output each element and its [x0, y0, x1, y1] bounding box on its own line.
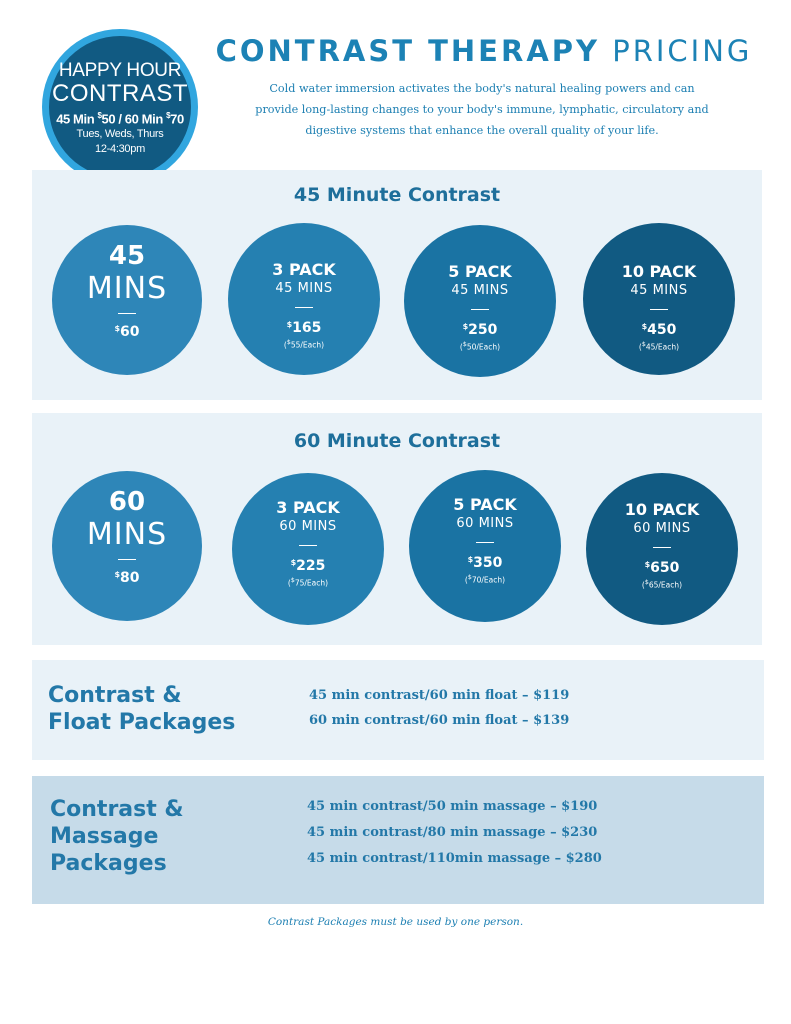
circle-divider	[118, 313, 136, 314]
float-packages-section	[32, 660, 764, 760]
badge-hours: 12-4:30pm	[95, 143, 145, 156]
circle-price: $450	[641, 322, 677, 338]
circle-each-price: ($75/Each)	[287, 577, 329, 588]
float-package-item: 60 min contrast/60 min float – $139	[309, 713, 570, 728]
intro-text: Cold water immersion activates the body's natural healing powers and can provide long-lasting changes to your body's immune, lymphatic, circulatory and digestive systems that enhance the overall quality of your life.	[255, 82, 709, 137]
panel-45-minute	[32, 170, 762, 400]
panel-60-minute	[32, 413, 762, 645]
circle-mins-label: 60 MINS	[633, 521, 691, 536]
circle-mins-label: 45 MINS	[451, 283, 509, 298]
section-title-45: 45 Minute Contrast	[293, 184, 501, 206]
circle-pack-label: 3 PACK	[276, 498, 340, 517]
circle-mins-label: MINS	[86, 271, 168, 306]
circle-each-price: ($45/Each)	[638, 341, 680, 352]
circle-mins-label: 60 MINS	[456, 516, 514, 531]
circle-divider	[299, 545, 317, 546]
circle-each-price: ($70/Each)	[464, 574, 506, 585]
circle-price: $225	[290, 558, 326, 574]
section-title-60: 60 Minute Contrast	[293, 430, 501, 452]
circle-pack-label: 5 PACK	[453, 495, 517, 514]
massage-package-item: 45 min contrast/80 min massage – $230	[307, 825, 598, 840]
circle-60-10pack	[586, 473, 738, 625]
circle-price: $60	[114, 324, 140, 340]
massage-package-item: 45 min contrast/110min massage – $280	[307, 851, 602, 866]
massage-package-item: 45 min contrast/50 min massage – $190	[307, 799, 598, 814]
circle-price: $80	[114, 570, 140, 586]
badge-prices: 45 Min $50 / 60 Min $70	[56, 111, 184, 127]
circle-60-single	[52, 471, 202, 621]
circle-45-single	[52, 225, 202, 375]
float-package-item: 45 min contrast/60 min float – $119	[309, 688, 570, 703]
circle-mins-label: 60 MINS	[279, 519, 337, 534]
circle-pack-label: 3 PACK	[272, 260, 336, 279]
happy-hour-badge-inner	[49, 36, 191, 178]
circle-each-price: ($50/Each)	[459, 341, 501, 352]
circle-45-3pack	[228, 223, 380, 375]
circle-divider	[295, 307, 313, 308]
circle-mins-label: 45 MINS	[630, 283, 688, 298]
massage-packages-section	[32, 776, 764, 904]
circle-price: $250	[462, 322, 498, 338]
footnote: Contrast Packages must be used by one person.	[267, 916, 524, 928]
circle-pack-label: 10 PACK	[624, 500, 700, 519]
badge-days: Tues, Weds, Thurs	[76, 128, 164, 141]
circle-45-10pack	[583, 223, 735, 375]
circle-divider	[118, 559, 136, 560]
circle-price: $350	[467, 555, 503, 571]
circle-60-5pack	[409, 470, 561, 622]
badge-heading: HAPPY HOUR	[58, 60, 182, 81]
circle-divider	[653, 547, 671, 548]
circle-price: $650	[644, 560, 680, 576]
circle-45-5pack	[404, 225, 556, 377]
circle-each-price: ($55/Each)	[283, 339, 325, 350]
circle-60-3pack	[232, 473, 384, 625]
float-packages-title: Contrast & Float Packages	[48, 683, 236, 735]
happy-hour-badge	[42, 29, 198, 185]
circle-pack-label: 10 PACK	[621, 262, 697, 281]
massage-packages-title: Contrast & Massage Packages	[50, 797, 184, 876]
badge-subheading: CONTRAST	[52, 80, 188, 107]
circle-divider	[471, 309, 489, 310]
circle-mins-label: 45 MINS	[275, 281, 333, 296]
circle-price: $165	[286, 320, 322, 336]
circle-each-price: ($65/Each)	[641, 579, 683, 590]
circle-number: 60	[108, 487, 146, 517]
circle-divider	[476, 542, 494, 543]
page-title: CONTRAST THERAPY PRICING	[215, 34, 753, 68]
circle-number: 45	[108, 241, 146, 271]
circle-divider	[650, 309, 668, 310]
circle-pack-label: 5 PACK	[448, 262, 512, 281]
circle-mins-label: MINS	[86, 517, 168, 552]
